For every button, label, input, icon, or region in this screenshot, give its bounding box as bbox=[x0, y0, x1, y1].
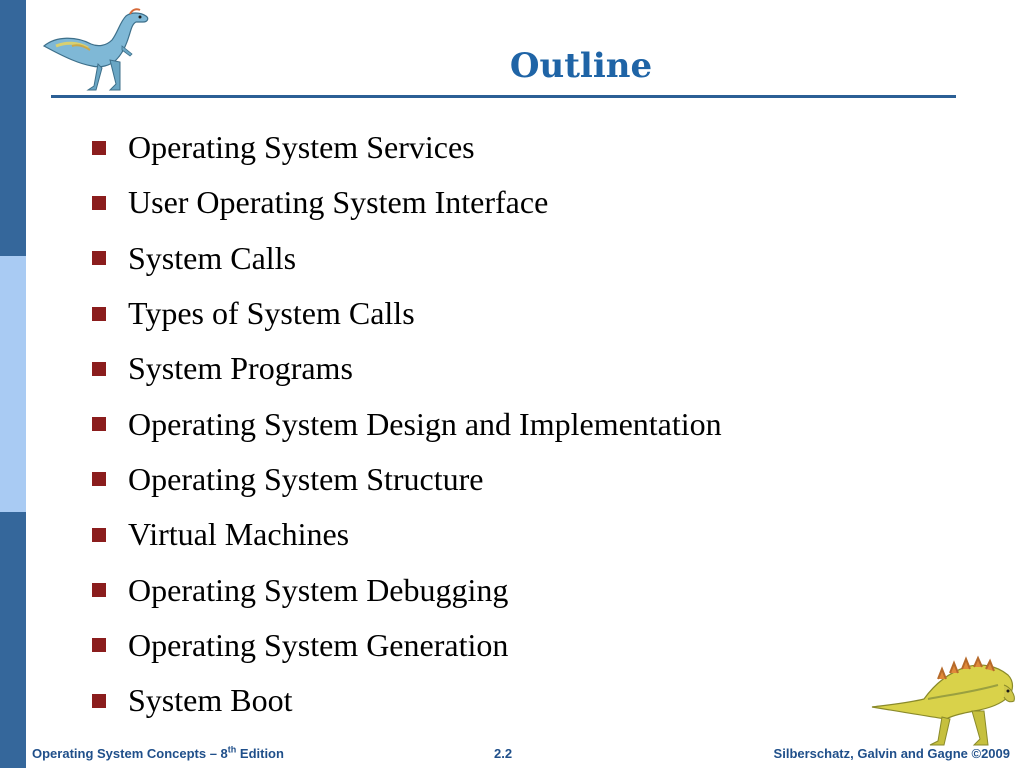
list-item-label: Operating System Debugging bbox=[128, 571, 509, 608]
list-item-label: System Programs bbox=[128, 350, 353, 387]
list-item bbox=[92, 452, 992, 507]
outline-list bbox=[92, 120, 992, 728]
square-bullet-icon bbox=[92, 472, 106, 486]
footer-copyright: Silberschatz, Galvin and Gagne ©2009 bbox=[773, 746, 1010, 761]
left-bar-middle-segment bbox=[0, 256, 26, 512]
list-item bbox=[92, 673, 992, 728]
square-bullet-icon bbox=[92, 141, 106, 155]
left-bar-top-segment bbox=[0, 0, 26, 256]
footer-page-number: 2.2 bbox=[494, 746, 513, 761]
list-item bbox=[92, 286, 992, 341]
list-item bbox=[92, 507, 992, 562]
list-item-label: Types of System Calls bbox=[128, 295, 415, 332]
list-item-label: System Boot bbox=[128, 682, 293, 719]
square-bullet-icon bbox=[92, 307, 106, 321]
square-bullet-icon bbox=[92, 528, 106, 542]
list-item-label: System Calls bbox=[128, 239, 297, 276]
footer-book-prefix: Operating System Concepts – 8 bbox=[32, 746, 228, 761]
square-bullet-icon bbox=[92, 251, 106, 265]
footer-book-suffix: Edition bbox=[236, 746, 284, 761]
title-divider bbox=[51, 95, 956, 98]
list-item-label: Operating System Services bbox=[128, 129, 475, 166]
square-bullet-icon bbox=[92, 417, 106, 431]
list-item bbox=[92, 396, 992, 451]
list-item bbox=[92, 618, 992, 673]
left-accent-bar bbox=[0, 0, 26, 768]
footer-book-title bbox=[32, 745, 284, 763]
list-item-label: Virtual Machines bbox=[128, 516, 350, 553]
list-item bbox=[92, 562, 992, 617]
left-bar-bottom-segment bbox=[0, 512, 26, 768]
page-title: Outline bbox=[509, 46, 653, 86]
square-bullet-icon bbox=[92, 638, 106, 652]
square-bullet-icon bbox=[92, 694, 106, 708]
list-item-label: Operating System Generation bbox=[128, 626, 509, 663]
square-bullet-icon bbox=[92, 362, 106, 376]
list-item-label: User Operating System Interface bbox=[128, 184, 549, 221]
list-item bbox=[92, 231, 992, 286]
footer-book-superscript: th bbox=[227, 744, 237, 755]
list-item-label: Operating System Design and Implementation bbox=[128, 405, 722, 442]
list-item-label: Operating System Structure bbox=[128, 460, 484, 497]
square-bullet-icon bbox=[92, 583, 106, 597]
square-bullet-icon bbox=[92, 196, 106, 210]
list-item bbox=[92, 341, 992, 396]
dinosaur-icon bbox=[868, 655, 1018, 750]
list-item bbox=[92, 175, 992, 230]
list-item bbox=[92, 120, 992, 175]
